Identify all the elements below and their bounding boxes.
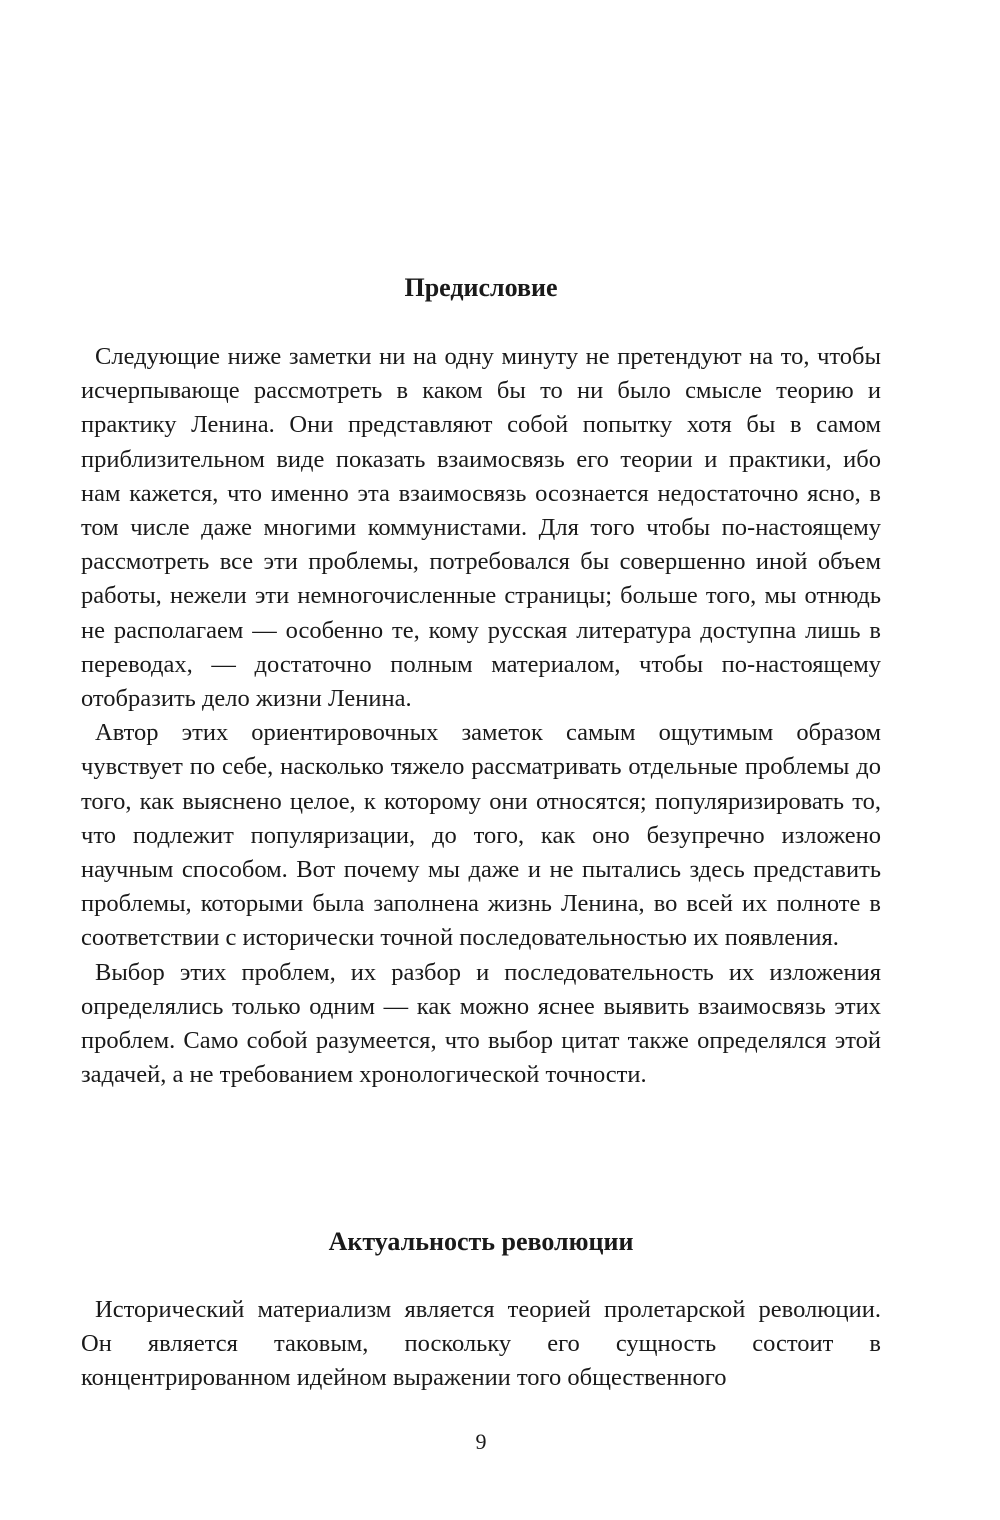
book-page xyxy=(81,0,881,1520)
section-title-actuality-of-revolution: Актуальность революции xyxy=(328,1227,634,1256)
paragraph: Выбор этих проблем, их разбор и последовательность их изложения определялись только одним — как можно яснее выявить взаимосвязь этих проблем. Само собой разумеется, что выбор цитат также определялся этой задачей, а не требованием хронологической точности. xyxy=(81,958,881,1089)
paragraph: Исторический материализм является теорией пролетарской революции. Он является таковым, поскольку его сущность состоит в концентрированном идейном выражении того общественного xyxy=(81,1296,881,1392)
section-actuality-body xyxy=(81,1293,881,1396)
page-number: 9 xyxy=(475,1429,487,1454)
paragraph: Автор этих ориентировочных заметок самым ощутимым образом чувствует по себе, насколько тяжело рассматривать отдельные проблемы до того, как выяснено целое, к которому они относятся; популяризировать то, что подлежит популяризации, до того, как оно безупречно изложено научным способом. Вот почему мы даже и не пытались здесь представить проблемы, которыми была заполнена жизнь Ленина, во всей их полноте в соответствии с исторически точной последовательностью их появления. xyxy=(81,719,881,952)
section-preface-body xyxy=(81,340,881,1092)
section-title-preface: Предисловие xyxy=(404,273,558,302)
paragraph: Следующие ниже заметки ни на одну минуту не претендуют на то, чтобы исчерпывающе рассмотреть в каком бы то ни было смысле теорию и практику Ленина. Они представляют собой попытку хотя бы в самом приблизительном виде показать взаимосвязь его теории и практики, ибо нам кажется, что именно эта взаимосвязь осознается недостаточно ясно, в том числе даже многими коммунистами. Для того чтобы по-настоящему рассмотреть все эти проблемы, потребовался бы совершенно иной объем работы, нежели эти немногочисленные страницы; больше того, мы отнюдь не располагаем — особенно те, кому русская литература доступна лишь в переводах, — достаточно полным материалом, чтобы по-настоящему отобразить дело жизни Ленина. xyxy=(81,343,881,713)
